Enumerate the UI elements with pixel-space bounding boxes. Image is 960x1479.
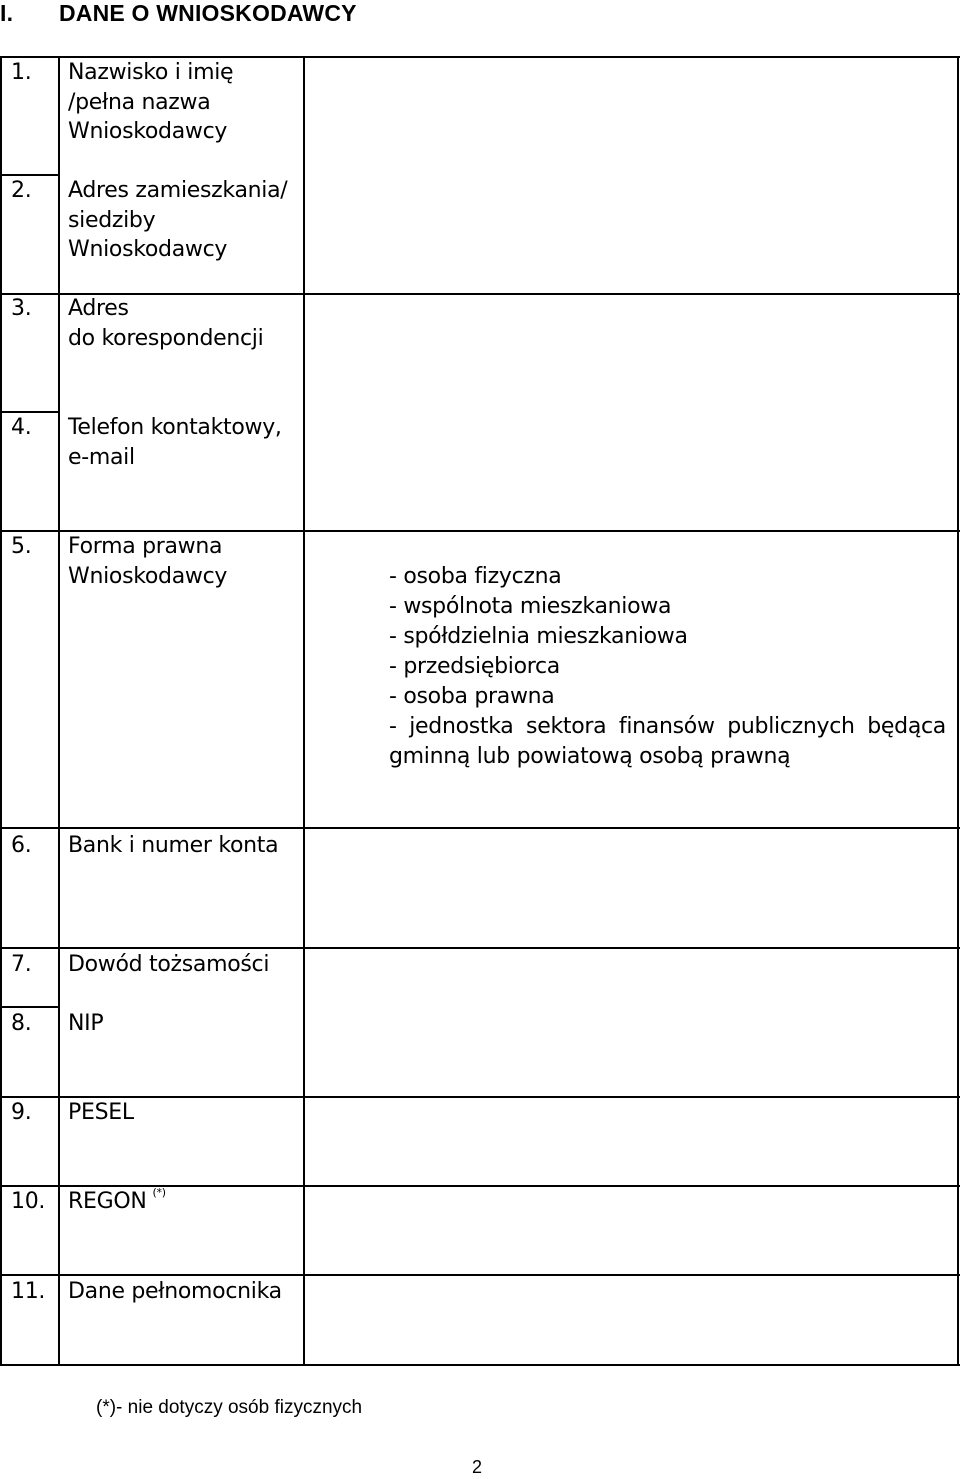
legal-form-option[interactable]: - wspólnota mieszkaniowa bbox=[389, 594, 672, 619]
label-line: Wnioskodawcy bbox=[68, 563, 228, 589]
row-10-label bbox=[68, 1187, 166, 1220]
label-line: Dowód tożsamości bbox=[68, 952, 270, 977]
row-7-number: 7. bbox=[11, 952, 32, 977]
column-separator-number bbox=[58, 56, 60, 1366]
label-line: Telefon kontaktowy, bbox=[68, 415, 282, 440]
label-line: Adres zamieszkania/ bbox=[68, 178, 288, 203]
row-1-number: 1. bbox=[11, 60, 32, 85]
row-separator bbox=[0, 1274, 960, 1276]
row-8-label bbox=[68, 1009, 103, 1039]
legal-form-option[interactable]: - osoba prawna bbox=[389, 684, 555, 709]
row-separator bbox=[0, 1096, 960, 1098]
row-separator bbox=[0, 947, 960, 949]
label-line: Wnioskodawcy bbox=[68, 237, 228, 262]
legal-form-option[interactable]: - osoba fizyczna bbox=[389, 564, 562, 589]
label-line: REGON bbox=[68, 1189, 147, 1214]
row-separator bbox=[0, 1006, 58, 1008]
label-line: Forma prawna bbox=[68, 534, 223, 559]
section-roman-numeral: I. bbox=[0, 0, 14, 26]
row-9-number: 9. bbox=[11, 1100, 32, 1125]
label-line: PESEL bbox=[68, 1100, 134, 1125]
row-3-number: 3. bbox=[11, 296, 32, 321]
row-3-label bbox=[68, 294, 263, 353]
row-4-number: 4. bbox=[11, 415, 32, 440]
row-9-label bbox=[68, 1098, 134, 1128]
label-line: siedziby bbox=[68, 207, 156, 233]
row-2-number: 2. bbox=[11, 178, 32, 203]
table-border-left bbox=[0, 56, 2, 1366]
page-number: 2 bbox=[472, 1457, 483, 1477]
legal-form-options bbox=[389, 562, 949, 772]
row-5-number: 5. bbox=[11, 534, 32, 559]
label-line: Wnioskodawcy bbox=[68, 119, 228, 144]
row-1-label bbox=[68, 58, 233, 147]
row-4-label bbox=[68, 413, 282, 472]
section-title: DANE O WNIOSKODAWCY bbox=[59, 0, 357, 26]
legal-form-option[interactable]: - spółdzielnia mieszkaniowa bbox=[389, 624, 688, 649]
label-line: /pełna nazwa bbox=[68, 89, 211, 115]
table-border-right bbox=[957, 56, 959, 1366]
label-line: Nazwisko i imię bbox=[68, 60, 234, 85]
footnote: (*)- nie dotyczy osób fizycznych bbox=[96, 1397, 363, 1418]
row-11-number: 11. bbox=[11, 1279, 46, 1304]
row-6-number: 6. bbox=[11, 833, 32, 858]
label-line: e-mail bbox=[68, 444, 135, 470]
row-separator bbox=[0, 827, 960, 829]
legal-form-option-continuation: gminną lub powiatową osobą prawną bbox=[389, 744, 791, 769]
label-line: NIP bbox=[68, 1011, 104, 1036]
row-7-label bbox=[68, 950, 269, 980]
row-11-label bbox=[68, 1277, 282, 1307]
row-6-label bbox=[68, 831, 278, 861]
label-line: Dane pełnomocnika bbox=[68, 1279, 282, 1304]
row-10-number: 10. bbox=[11, 1189, 46, 1214]
footnote-marker: (*) bbox=[152, 1186, 166, 1199]
legal-form-option[interactable]: - jednostka sektora finansów publicznych będąca bbox=[389, 714, 946, 739]
table-border-bottom bbox=[0, 1364, 960, 1366]
label-line: do korespondencji bbox=[68, 325, 264, 351]
row-8-number: 8. bbox=[11, 1011, 32, 1036]
row-2-label bbox=[68, 176, 287, 265]
label-line: Bank i numer konta bbox=[68, 833, 279, 858]
legal-form-option[interactable]: - przedsiębiorca bbox=[389, 654, 560, 679]
row-5-label bbox=[68, 532, 227, 591]
label-line: Adres bbox=[68, 296, 129, 321]
column-separator-label bbox=[303, 56, 305, 1366]
